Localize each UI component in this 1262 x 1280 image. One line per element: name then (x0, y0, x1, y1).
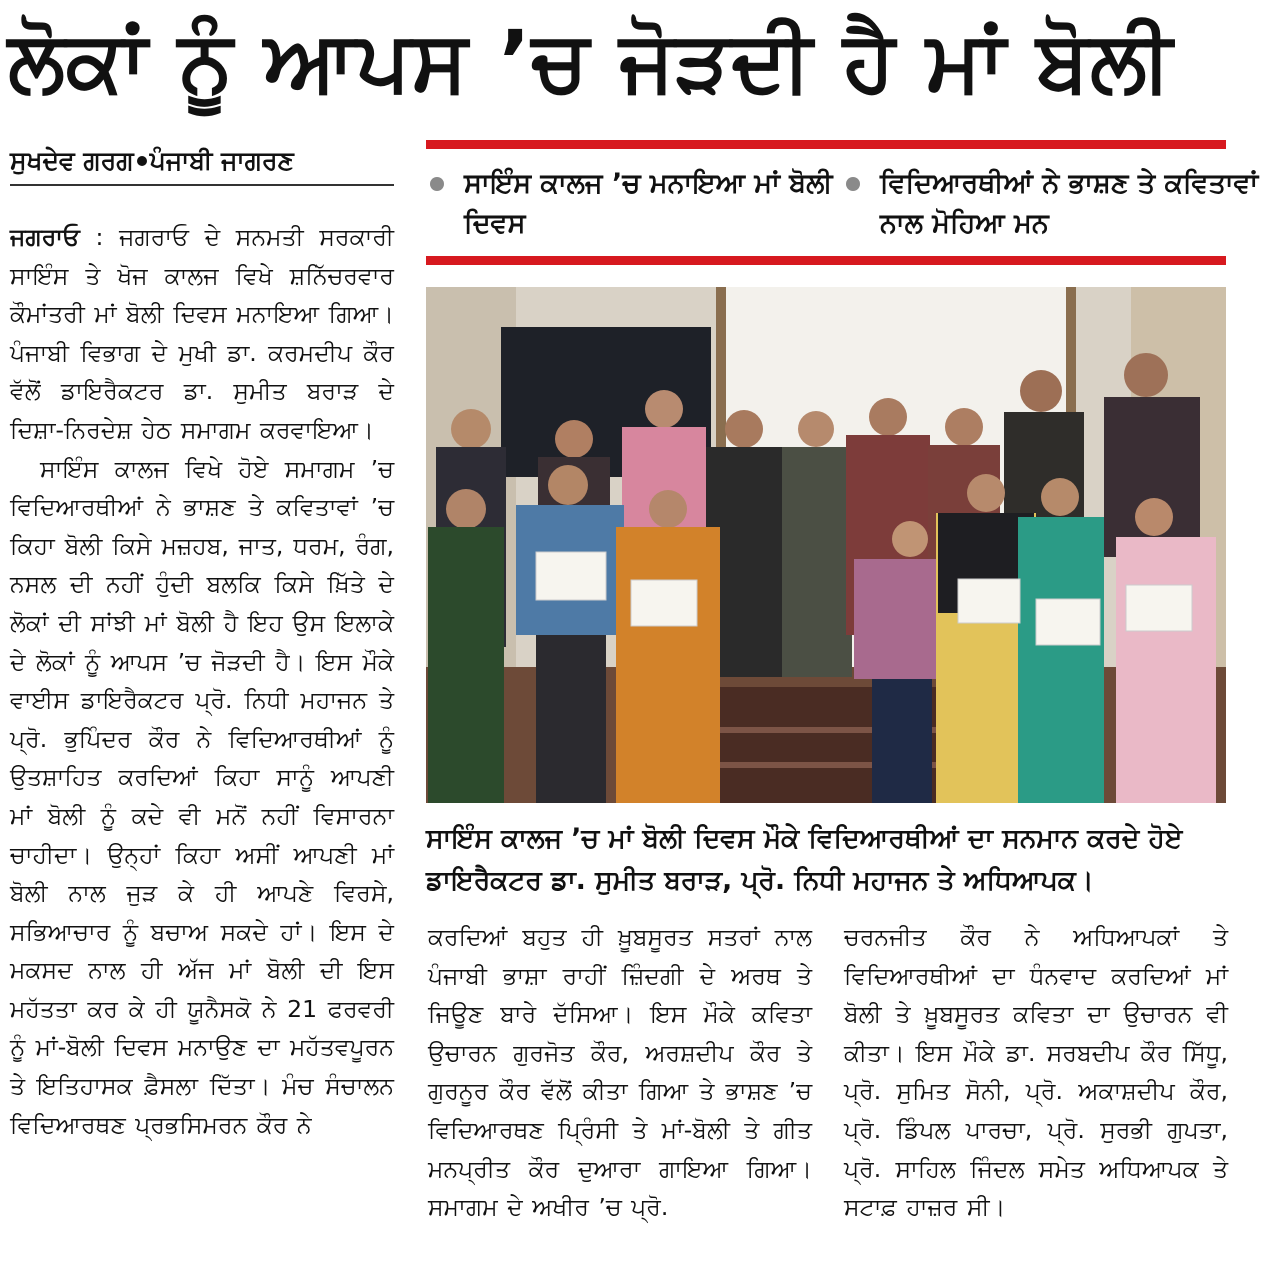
group-photo-illustration (426, 287, 1226, 803)
byline (10, 146, 394, 186)
bullet-icon (846, 177, 860, 191)
highlight-2-text: ਵਿਦਿਆਰਥੀਆਂ ਨੇ ਭਾਸ਼ਣ ਤੇ ਕਵਿਤਾਵਾਂ ਨਾਲ ਮੋਹਿਆ ਮਨ (880, 168, 1259, 239)
highlight-2 (846, 164, 1260, 244)
article-column-2: ਕਰਦਿਆਂ ਬਹੁਤ ਹੀ ਖ਼ੂਬਸੂਰਤ ਸਤਰਾਂ ਨਾਲ ਪੰਜਾਬੀ ਭਾਸ਼ਾ ਰਾਹੀਂ ਜ਼ਿੰਦਗੀ ਦੇ ਅਰਥ ਤੇ ਜਿਊਣ ਬਾਰੇ ਦੱਸਿਆ। ਇਸ ਮੌਕੇ ਕਵਿਤਾ ਉਚਾਰਨ ਗੁਰਜੋਤ ਕੌਰ, ਅਰਸ਼ਦੀਪ ਕੌਰ ਤੇ ਗੁਰਨੂਰ ਕੌਰ ਵੱਲੋਂ ਕੀਤਾ ਗਿਆ ਤੇ ਭਾਸ਼ਣ ’ਚ ਵਿਦਿਆਰਥਣ ਪ੍ਰਿੰਸੀ ਤੇ ਮਾਂ-ਬੋਲੀ ਤੇ ਗੀਤ ਮਨਪ੍ਰੀਤ ਕੌਰ ਦੁਆਰਾ ਗਾਇਆ ਗਿਆ। ਸਮਾਗਮ ਦੇ ਅਖੀਰ ’ਚ ਪ੍ਰੋ. (428, 923, 812, 1222)
adjacent-article-edge (1248, 0, 1262, 1280)
red-rule-top (426, 140, 1226, 149)
article-column-3: ਚਰਨਜੀਤ ਕੌਰ ਨੇ ਅਧਿਆਪਕਾਂ ਤੇ ਵਿਦਿਆਰਥੀਆਂ ਦਾ ਧੰਨਵਾਦ ਕਰਦਿਆਂ ਮਾਂ ਬੋਲੀ ਤੇ ਖ਼ੂਬਸੂਰਤ ਕਵਿਤਾ ਦਾ ਉਚਾਰਨ ਵੀ ਕੀਤਾ। ਇਸ ਮੌਕੇ ਡਾ. ਸਰਬਦੀਪ ਕੌਰ ਸਿੱਧੂ, ਪ੍ਰੋ. ਸੁਮਿਤ ਸੋਨੀ, ਪ੍ਰੋ. ਅਕਾਸ਼ਦੀਪ ਕੌਰ, ਪ੍ਰੋ. ਡਿੰਪਲ ਪਾਰਚਾ, ਪ੍ਰੋ. ਸੁਰਭੀ ਗੁਪਤਾ, ਪ੍ਰੋ. ਸਾਹਿਲ ਜਿੰਦਲ ਸਮੇਤ ਅਧਿਆਪਕ ਤੇ ਸਟਾਫ਼ ਹਾਜ਼ਰ ਸੀ। (844, 923, 1228, 1222)
event-photo (426, 287, 1226, 803)
paragraph-1 (10, 218, 394, 450)
paragraph-1-text: : ਜਗਰਾਓ ਦੇ ਸਨਮਤੀ ਸਰਕਾਰੀ ਸਾਇੰਸ ਤੇ ਖੋਜ ਕਾਲਜ ਵਿਖੇ ਸ਼ਨਿੱਚਰਵਾਰ ਕੌਮਾਂਤਰੀ ਮਾਂ ਬੋਲੀ ਦਿਵਸ ਮਨਾਇਆ ਗਿਆ। ਪੰਜਾਬੀ ਵਿਭਾਗ ਦੇ ਮੁਖੀ ਡਾ. ਕਰਮਦੀਪ ਕੌਰ ਵੱਲੋਂ ਡਾਇਰੈਕਟਰ ਡਾ. ਸੁਮੀਤ ਬਰਾੜ ਦੇ ਦਿਸ਼ਾ-ਨਿਰਦੇਸ਼ ਹੇਠ ਸਮਾਗਮ ਕਰਵਾਇਆ। (10, 223, 394, 444)
paragraph-2: ਸਾਇੰਸ ਕਾਲਜ ਵਿਖੇ ਹੋਏ ਸਮਾਗਮ ’ਚ ਵਿਦਿਆਰਥੀਆਂ ਨੇ ਭਾਸ਼ਣ ਤੇ ਕਵਿਤਾਵਾਂ ’ਚ ਕਿਹਾ ਬੋਲੀ ਕਿਸੇ ਮਜ਼ਹਬ, ਜਾਤ, ਧਰਮ, ਰੰਗ, ਨਸਲ ਦੀ ਨਹੀਂ ਹੁੰਦੀ ਬਲਕਿ ਕਿਸੇ ਖ਼ਿੱਤੇ ਦੇ ਲੋਕਾਂ ਦੀ ਸਾਂਝੀ ਮਾਂ ਬੋਲੀ ਹੈ ਇਹ ਉਸ ਇਲਾਕੇ ਦੇ ਲੋਕਾਂ ਨੂੰ ਆਪਸ ’ਚ ਜੋੜਦੀ ਹੈ। ਇਸ ਮੌਕੇ ਵਾਈਸ ਡਾਇਰੈਕਟਰ ਪ੍ਰੋ. ਨਿਧੀ ਮਹਾਜਨ ਤੇ ਪ੍ਰੋ. ਭੁਪਿੰਦਰ ਕੌਰ ਨੇ ਵਿਦਿਆਰਥੀਆਂ ਨੂੰ ਉਤਸ਼ਾਹਿਤ ਕਰਦਿਆਂ ਕਿਹਾ ਸਾਨੂੰ ਆਪਣੀ ਮਾਂ ਬੋਲੀ ਨੂੰ ਕਦੇ ਵੀ ਮਨੋਂ ਨਹੀਂ ਵਿਸਾਰਨਾ ਚਾਹੀਦਾ। ਉਨ੍ਹਾਂ ਕਿਹਾ ਅਸੀਂ ਆਪਣੀ ਮਾਂ ਬੋਲੀ ਨਾਲ ਜੁੜ ਕੇ ਹੀ ਆਪਣੇ ਵਿਰਸੇ, ਸਭਿਆਚਾਰ ਨੂੰ ਬਚਾਅ ਸਕਦੇ ਹਾਂ। ਇਸ ਦੇ ਮਕਸਦ ਨਾਲ ਹੀ ਅੱਜ ਮਾਂ ਬੋਲੀ ਦੀ ਇਸ ਮਹੱਤਤਾ ਕਰ ਕੇ ਹੀ ਯੂਨੈਸਕੋ ਨੇ 21 ਫਰਵਰੀ ਨੂੰ ਮਾਂ-ਬੋਲੀ ਦਿਵਸ ਮਨਾਉਣ ਦਾ ਮਹੱਤਵਪੂਰਨ ਤੇ ਇਤਿਹਾਸਕ ਫ਼ੈਸਲਾ ਦਿੱਤਾ। ਮੰਚ ਸੰਚਾਲਨ ਵਿਦਿਆਰਥਣ ਪ੍ਰਭਸਿਮਰਨ ਕੌਰ ਨੇ (10, 454, 394, 1139)
bullet-icon (430, 177, 444, 191)
byline-author: ਸੁਖਦੇਵ ਗਰਗ (10, 146, 134, 175)
highlight-1 (430, 164, 844, 244)
byline-separator-dot (137, 156, 147, 166)
headline: ਲੋਕਾਂ ਨੂੰ ਆਪਸ ’ਚ ਜੋੜਦੀ ਹੈ ਮਾਂ ਬੋਲੀ (8, 12, 1173, 110)
photo-caption: ਸਾਇੰਸ ਕਾਲਜ ’ਚ ਮਾਂ ਬੋਲੀ ਦਿਵਸ ਮੌਕੇ ਵਿਦਿਆਰਥੀਆਂ ਦਾ ਸਨਮਾਨ ਕਰਦੇ ਹੋਏ ਡਾਇਰੈਕਟਰ ਡਾ. ਸੁਮੀਤ ਬਰਾੜ, ਪ੍ਰੋ. ਨਿਧੀ ਮਹਾਜਨ ਤੇ ਅਧਿਆਪਕ। (426, 823, 1183, 896)
red-rule-bottom (426, 256, 1226, 265)
highlight-1-text: ਸਾਇੰਸ ਕਾਲਜ ’ਚ ਮਨਾਇਆ ਮਾਂ ਬੋਲੀ ਦਿਵਸ (464, 168, 833, 239)
dateline: ਜਗਰਾਓ (10, 223, 80, 251)
byline-paper: ਪੰਜਾਬੀ ਜਾਗਰਣ (149, 146, 294, 175)
article-column-1 (10, 218, 394, 1258)
